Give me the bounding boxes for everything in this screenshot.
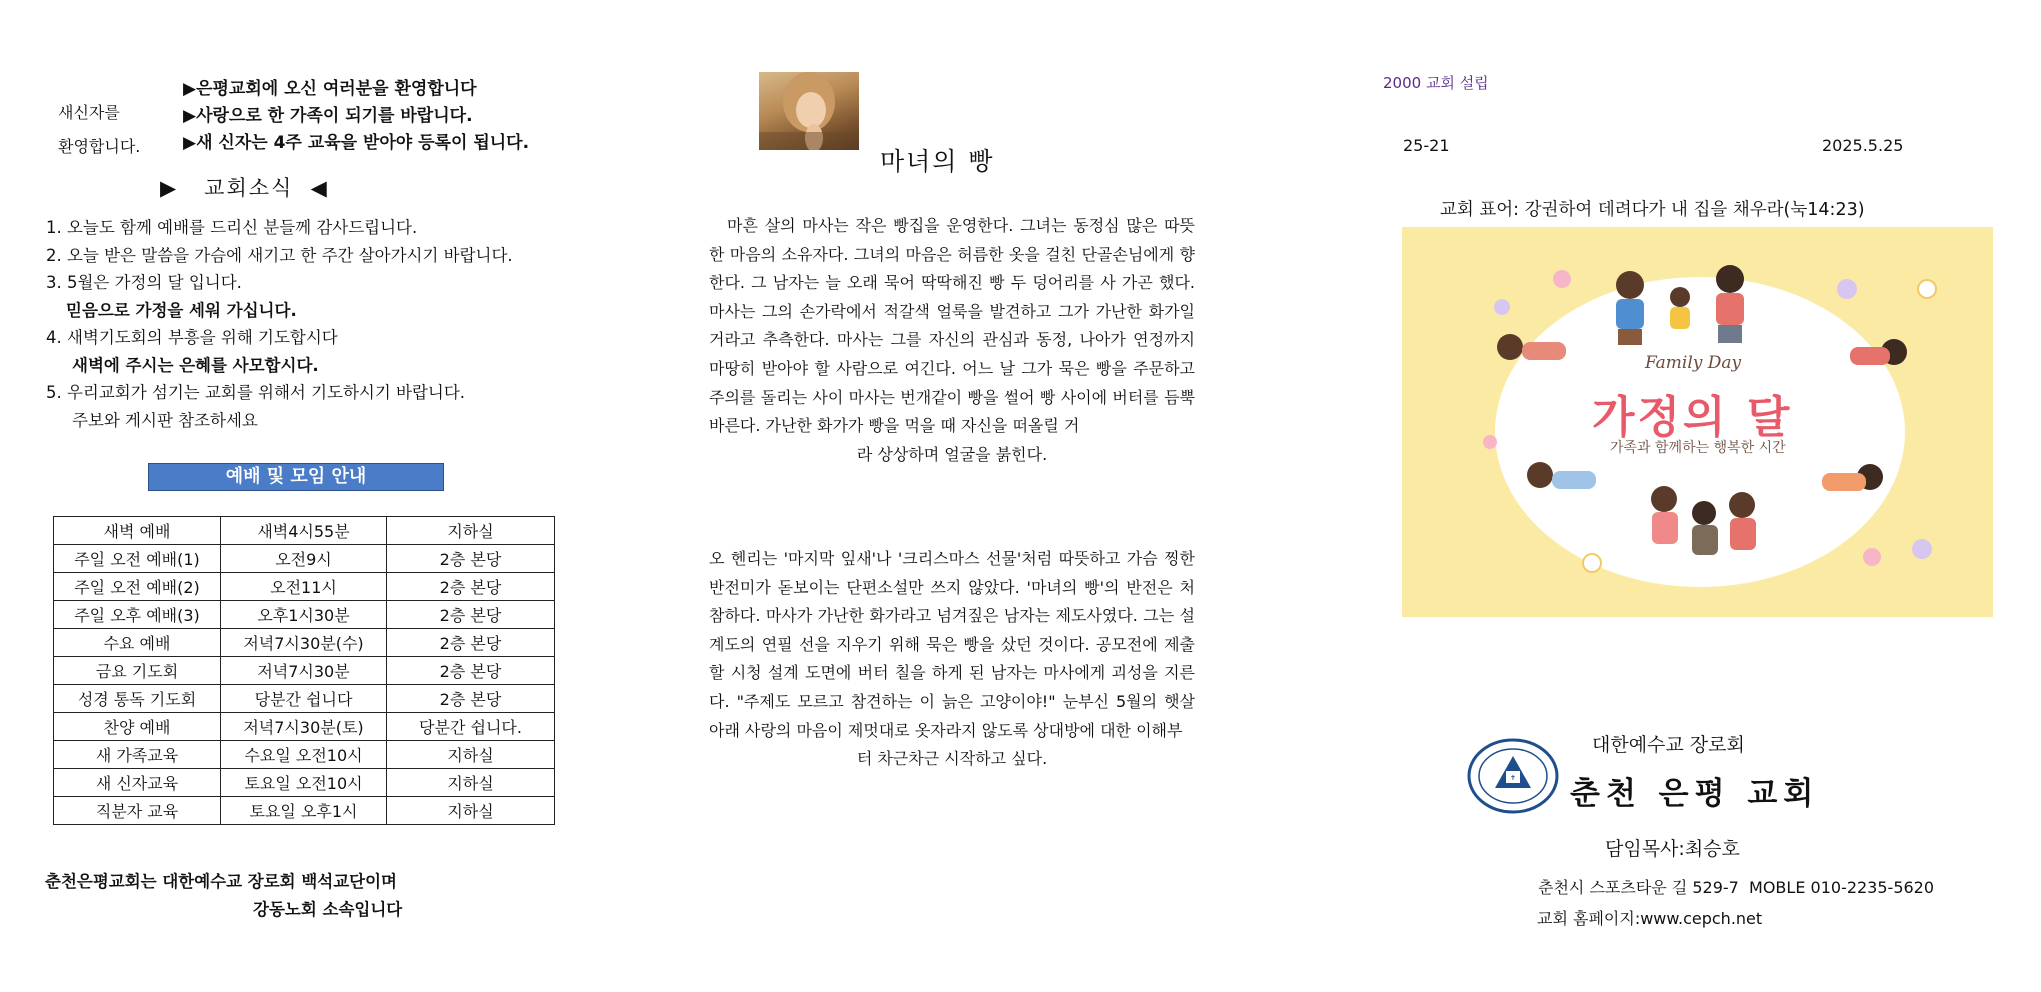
schedule-event: 찬양 예배	[54, 713, 221, 741]
schedule-row	[54, 573, 555, 601]
news-list	[46, 214, 513, 434]
poster-subtitle: 가족과 함께하는 행복한 시간	[1610, 440, 1786, 456]
schedule-header: 예배 및 모임 안내	[148, 463, 444, 491]
news-item: 새벽에 주시는 은혜를 사모합시다.	[72, 355, 319, 375]
schedule-row	[54, 545, 555, 573]
news-item: 2. 오늘 받은 말씀을 가슴에 새기고 한 주간 살아가시기 바랍니다.	[46, 245, 513, 265]
schedule-time: 수요일 오전10시	[221, 741, 387, 769]
schedule-time: 저녁7시30분	[221, 657, 387, 685]
schedule-event: 성경 통독 기도회	[54, 685, 221, 713]
story-title: 마녀의 빵	[880, 147, 995, 176]
church-motto: 교회 표어: 강권하여 데려다가 내 집을 채우라(눅14:23)	[1440, 200, 1865, 220]
story-paragraph-2: 오 헨리는 '마지막 잎새'나 '크리스마스 선물'처럼 따뜻하고 가슴 찡한 반전미가 돋보이는 단편소설만 쓰지 않았다. '마녀의 빵'의 반전은 처참하다. 마사가 가난한 화가라고 넘겨짚은 남자는 제도사였다. 그는 설계도의 연필 선을 지우기 위해 묵은 빵을 샀던 것이다. 공모전에 제출할 시청 설계 도면에 버터 칠을 하게 된 남자는 마사에게 괴성을 지른다. "주제도 모르고 참견하는 이 늙은 고양이야!" 눈부신 5월의 햇살 아래 사랑의 마음이 제멋대로 옷자라지 않도록 상대방에 대한 이해부 터 차근차근 시작하고 싶다.	[709, 549, 1195, 769]
schedule-row	[54, 713, 555, 741]
schedule-event: 새 신자교육	[54, 769, 221, 797]
news-item: 3. 5월은 가정의 달 입니다.	[46, 273, 242, 292]
child-praying-photo	[759, 72, 859, 150]
church-seal-logo	[1467, 738, 1559, 814]
welcome-messages	[183, 76, 529, 157]
svg-text:✝: ✝	[1510, 774, 1516, 782]
denomination: 대한예수교 장로회	[1592, 734, 1745, 756]
schedule-place: 지하실	[387, 769, 555, 797]
schedule-time: 저녁7시30분(수)	[221, 629, 387, 657]
issue-date: 2025.5.25	[1822, 136, 1904, 155]
news-title: ▶ 교회소식 ◀	[160, 176, 329, 200]
schedule-event: 금요 기도회	[54, 657, 221, 685]
welcome-label: 새신자를 환영합니다.	[58, 103, 141, 156]
schedule-place: 당분간 쉽니다.	[387, 713, 555, 741]
schedule-time: 오전11시	[221, 573, 387, 601]
news-item: 주보와 게시판 참조하세요	[72, 410, 258, 430]
schedule-row	[54, 657, 555, 685]
schedule-row	[54, 741, 555, 769]
welcome-message: ▶사랑으로 한 가족이 되기를 바랍니다.	[183, 106, 473, 126]
schedule-time: 오전9시	[221, 545, 387, 573]
schedule-time: 토요일 오전10시	[221, 769, 387, 797]
schedule-event: 새 가족교육	[54, 741, 221, 769]
poster-english-title: Family Day	[1645, 353, 1742, 373]
schedule-time: 토요일 오후1시	[221, 797, 387, 825]
schedule-row	[54, 629, 555, 657]
schedule-place: 지하실	[387, 741, 555, 769]
schedule-time: 당분간 쉽니다	[221, 685, 387, 713]
welcome-message: ▶은평교회에 오신 여러분을 환영합니다	[183, 79, 477, 99]
schedule-place: 지하실	[387, 517, 555, 545]
established-text: 2000 교회 설립	[1383, 74, 1489, 92]
schedule-time: 오후1시30분	[221, 601, 387, 629]
welcome-message: ▶새 신자는 4주 교육을 받아야 등록이 됩니다.	[183, 133, 530, 153]
schedule-row	[54, 601, 555, 629]
church-homepage: 교회 홈페이지:www.cepch.net	[1537, 909, 1763, 928]
news-item: 5. 우리교회가 섬기는 교회를 위해서 기도하시기 바랍니다.	[46, 383, 466, 402]
issue-number: 25-21	[1403, 136, 1450, 155]
schedule-event: 주일 오후 예배(3)	[54, 601, 221, 629]
schedule-place: 2층 본당	[387, 573, 555, 601]
poster-title: 가정의 달	[1592, 392, 1793, 443]
schedule-row	[54, 797, 555, 825]
schedule-time: 새벽4시55분	[221, 517, 387, 545]
schedule-place: 지하실	[387, 797, 555, 825]
news-item: 4. 새벽기도회의 부흥을 위해 기도합시다	[46, 328, 338, 347]
schedule-place: 2층 본당	[387, 657, 555, 685]
schedule-place: 2층 본당	[387, 545, 555, 573]
schedule-row	[54, 517, 555, 545]
schedule-place: 2층 본당	[387, 629, 555, 657]
schedule-row	[54, 769, 555, 797]
church-name: 춘천 은평 교회	[1570, 776, 1820, 812]
schedule-event: 수요 예배	[54, 629, 221, 657]
schedule-event: 직분자 교육	[54, 797, 221, 825]
pastor-name: 담임목사:최승호	[1605, 838, 1740, 860]
schedule-event: 주일 오전 예배(1)	[54, 545, 221, 573]
schedule-row	[54, 685, 555, 713]
story-paragraph-1: 마흔 살의 마사는 작은 빵집을 운영한다. 그녀는 동정심 많은 따뜻한 마음의 소유자다. 그녀의 마음은 허름한 옷을 걸친 단골손님에게 향한다. 그 남자는 늘 오래 묵어 딱딱해진 빵 두 덩어리를 사 가곤 했다. 마사는 그의 손가락에서 적갈색 얼룩을 발견하고 그가 가난한 화가일 거라고 추측한다. 마사는 그를 자신의 관심과 동정, 나아가 연정까지 마땅히 받아야 할 사람으로 여긴다. 어느 날 그가 묵은 빵을 주문하고 주의를 돌리는 사이 마사는 번개같이 빵을 썰어 빵 사이에 버터를 듬뿍 바른다. 가난한 화가가 빵을 먹을 때 자신을 떠올릴 거 라 상상하며 얼굴을 붉힌다.	[709, 216, 1195, 464]
schedule-event: 새벽 예배	[54, 517, 221, 545]
schedule-place: 2층 본당	[387, 601, 555, 629]
schedule-time: 저녁7시30분(토)	[221, 713, 387, 741]
church-address: 춘천시 스포츠타운 길 529-7 MOBLE 010-2235-5620	[1538, 878, 1935, 897]
footer-note: 춘천은평교회는 대한예수교 장로회 백석교단이며 강동노회 소속입니다	[45, 872, 403, 919]
news-item: 믿음으로 가정을 세워 가십니다.	[66, 300, 297, 320]
schedule-event: 주일 오전 예배(2)	[54, 573, 221, 601]
schedule-table	[53, 516, 555, 825]
news-item: 1. 오늘도 함께 예배를 드리신 분들께 감사드립니다.	[46, 218, 418, 237]
schedule-place: 2층 본당	[387, 685, 555, 713]
family-day-poster	[1402, 227, 1993, 617]
